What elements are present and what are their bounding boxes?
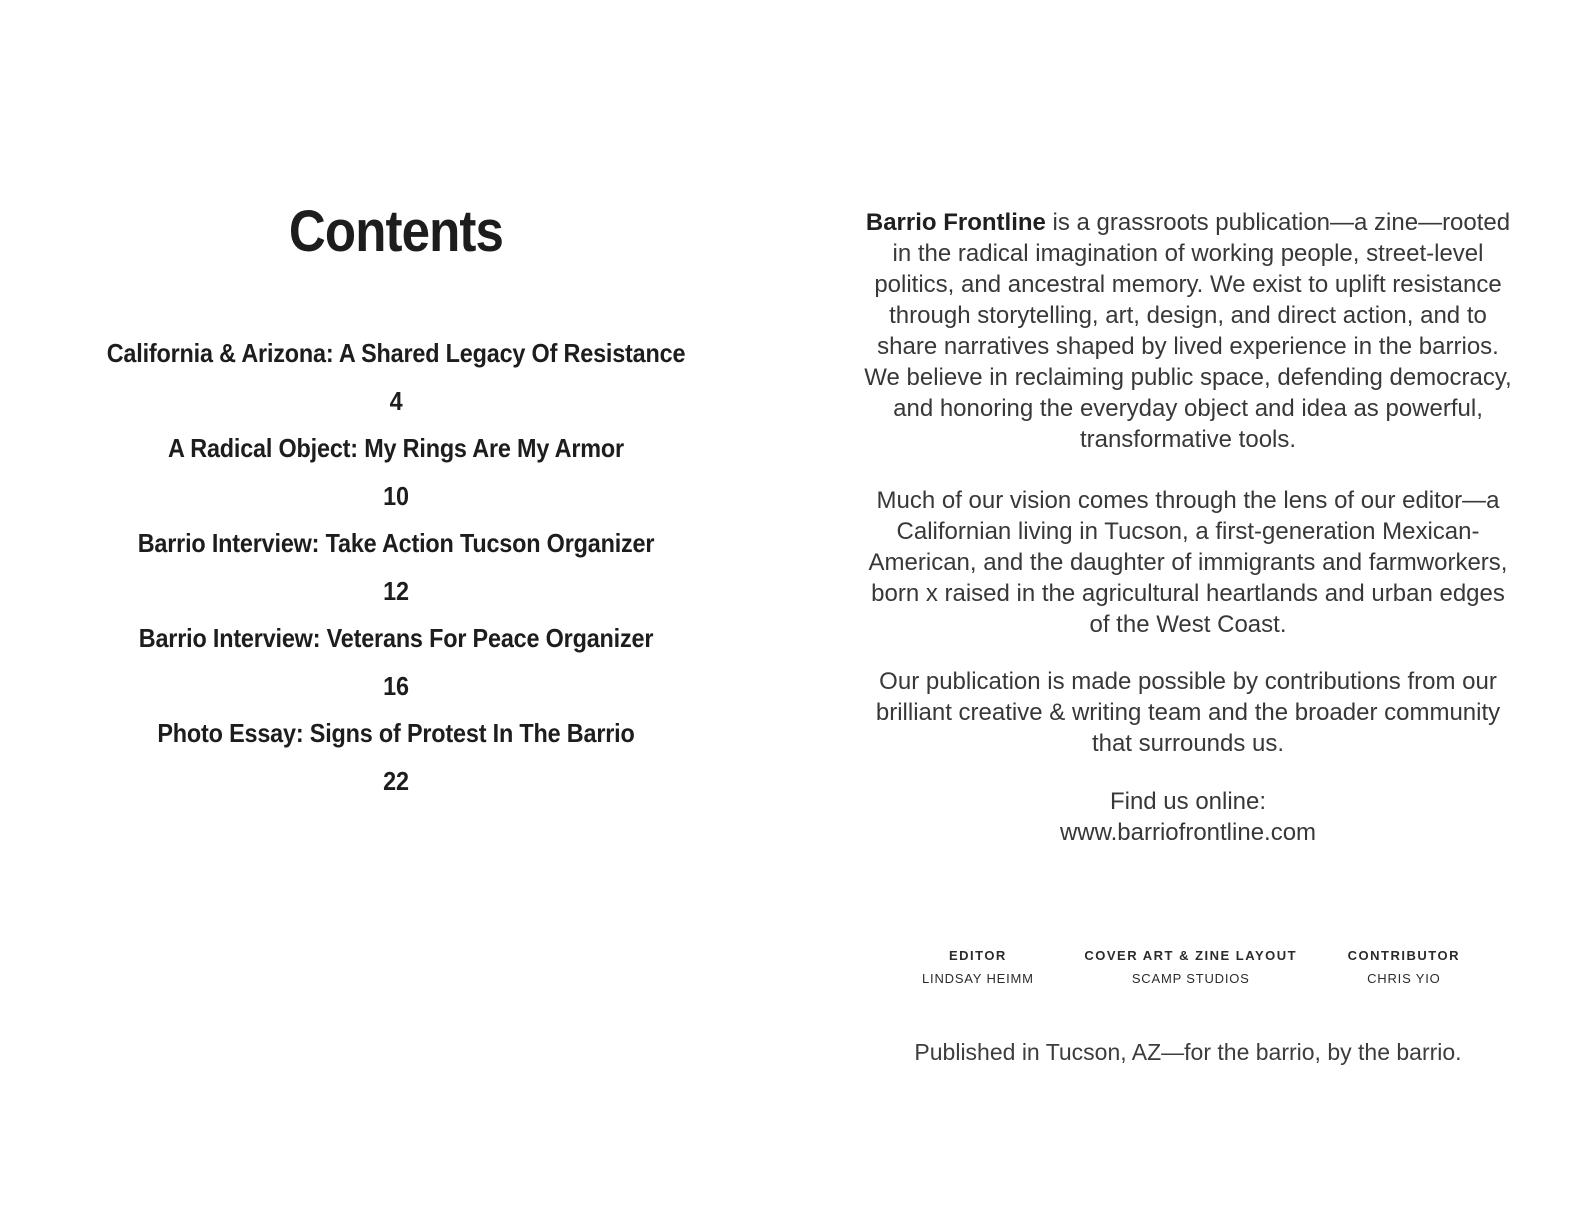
website-url: www.barriofrontline.com (1059, 819, 1317, 846)
toc-item (99, 425, 693, 520)
toc-item (99, 520, 693, 615)
credit-role-label: COVER ART & ZINE LAYOUT (1084, 948, 1298, 963)
toc-item (99, 710, 693, 805)
credit-contributor (1348, 948, 1460, 987)
toc-item-title: Barrio Interview: Veterans For Peace Organizer (138, 623, 654, 653)
credit-person-name: CHRIS YIO (1367, 971, 1441, 986)
about-paragraph-mission-text: is a grassroots publication—a zine—rooted in the radical imagination of working people, street-level politics, and ancestral memory. We exist to uplift resistance through storytelling, art, design, and direct action, and to share narratives shaped by lived experience in the barrios. We believe in reclaiming public space, defending democracy, and honoring the everyday object and idea as powerful, transformative tools. (864, 209, 1512, 453)
credit-role-label: CONTRIBUTOR (1347, 948, 1460, 963)
about-paragraph-mission (860, 207, 1516, 455)
about-paragraph-contributions: Our publication is made possible by contributions from our brilliant creative & writing team and the broader community that surrounds us. (875, 668, 1501, 757)
about-page (792, 0, 1584, 1224)
about-text-block (860, 207, 1516, 848)
find-us-online-block (860, 786, 1516, 848)
toc-item-title: California & Arizona: A Shared Legacy Of Resistance (106, 338, 686, 368)
credits-row (922, 948, 1460, 987)
toc-item-page-number: 4 (389, 385, 403, 416)
toc-item-page-number: 16 (383, 670, 409, 701)
toc-item-title: A Radical Object: My Rings Are My Armor (168, 433, 624, 463)
toc-item-page-number: 10 (383, 480, 409, 511)
find-us-online-label: Find us online: (1109, 788, 1267, 815)
about-paragraph-editor: Much of our vision comes through the lens of our editor—a Californian living in Tucson, a first-generation Mexican-American, and the daughter of immigrants and farmworkers, born x raised in the agricultural heartlands and urban edges of the West Coast. (868, 487, 1508, 638)
toc-item-title: Photo Essay: Signs of Protest In The Barrio (157, 718, 635, 748)
credit-editor (922, 948, 1034, 987)
credit-person-name: SCAMP STUDIOS (1131, 971, 1250, 986)
toc-item-title: Barrio Interview: Take Action Tucson Organizer (137, 528, 655, 558)
publisher-footer-line: Published in Tucson, AZ—for the barrio, by the barrio. (914, 1039, 1462, 1065)
credit-person-name: LINDSAY HEIMM (922, 971, 1034, 986)
toc-item-page-number: 12 (383, 575, 409, 606)
toc-list (99, 330, 693, 805)
contents-page-title: Contents (288, 199, 504, 264)
toc-item (99, 615, 693, 710)
toc-item-page-number: 22 (383, 765, 409, 796)
credit-cover-art (1084, 948, 1297, 987)
publication-name: Barrio Frontline (865, 209, 1046, 236)
credit-role-label: EDITOR (948, 948, 1007, 963)
toc-item (99, 330, 693, 425)
